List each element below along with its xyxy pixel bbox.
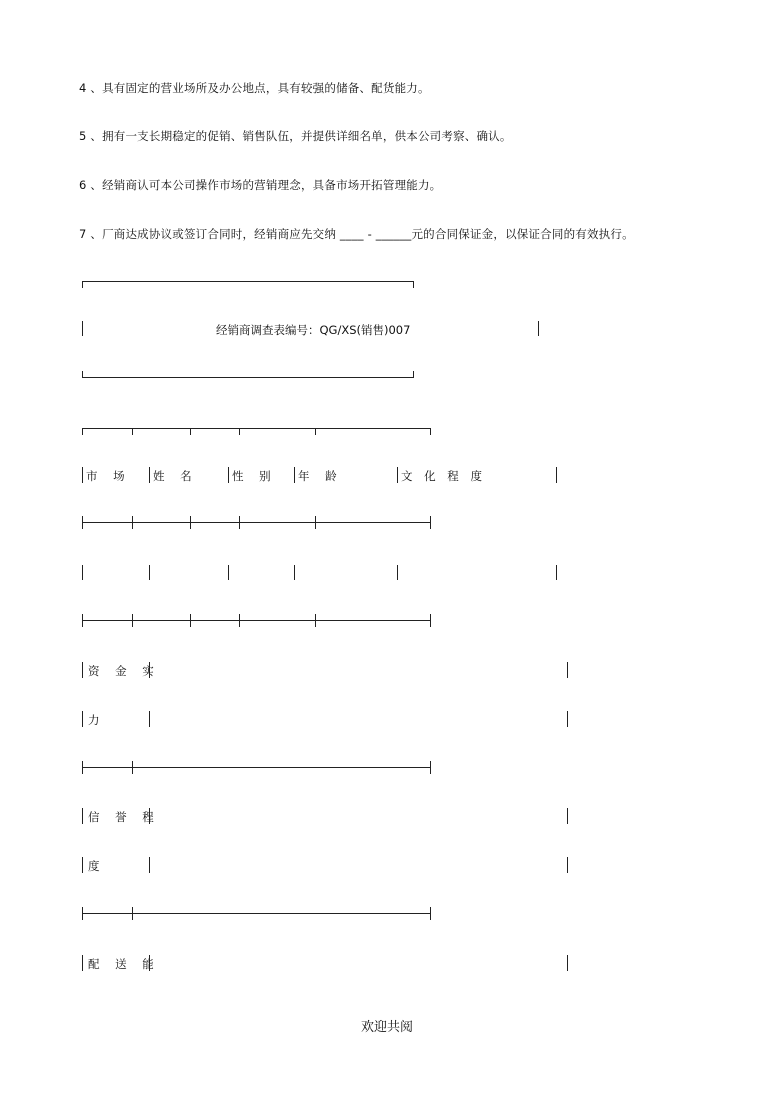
cell-divider xyxy=(228,467,229,483)
cell-divider xyxy=(149,711,150,727)
cell-divider xyxy=(294,467,295,483)
header-name: 姓 名 xyxy=(153,469,198,483)
table-tick xyxy=(132,516,133,529)
clause-5: 5 、拥有一支长期稳定的促销、销售队伍，并提供详细名单，供本公司考察、确认。 xyxy=(79,129,512,143)
cell-divider xyxy=(567,808,568,824)
table-tick xyxy=(239,516,240,529)
clause-7: 7 、厂商达成协议或签订合同时，经销商应先交纳 ____ - ______元的合同保证金，以保证合同的有效执行。 xyxy=(79,227,634,241)
table-tick xyxy=(190,516,191,529)
table-tick xyxy=(82,428,83,435)
table-tick xyxy=(239,428,240,435)
cell-divider xyxy=(556,565,557,580)
row-label-delivery-1: 配 送 能 xyxy=(88,957,160,971)
table-tick xyxy=(430,907,431,920)
table-tick xyxy=(430,614,431,627)
row-separator xyxy=(82,767,431,768)
table-top-border xyxy=(82,428,431,429)
row-label-capital-1: 资 金 实 xyxy=(88,664,160,678)
table-tick xyxy=(132,761,133,774)
clause-4: 4 、具有固定的营业场所及办公地点，具有较强的储备、配货能力。 xyxy=(79,81,430,95)
table-tick xyxy=(82,614,83,627)
cell-divider xyxy=(567,955,568,971)
page-footer: 欢迎共阅 xyxy=(360,1020,413,1035)
row-label-capital-2: 力 xyxy=(88,713,100,727)
cell-divider xyxy=(149,857,150,873)
cell-divider xyxy=(82,467,83,483)
cell-divider xyxy=(82,857,83,873)
title-box-left-border xyxy=(82,321,83,336)
row-separator xyxy=(82,913,431,914)
table-tick xyxy=(82,516,83,529)
cell-divider xyxy=(82,711,83,727)
table-tick xyxy=(132,428,133,435)
title-box-corner xyxy=(413,281,414,288)
cell-divider xyxy=(149,565,150,580)
header-age: 年 龄 xyxy=(298,469,343,483)
cell-divider xyxy=(294,565,295,580)
table-tick xyxy=(315,428,316,435)
title-box-corner xyxy=(82,281,83,288)
table-tick xyxy=(430,516,431,529)
cell-divider xyxy=(567,711,568,727)
table-tick xyxy=(315,516,316,529)
cell-divider xyxy=(149,662,150,678)
cell-divider xyxy=(149,467,150,483)
table-tick xyxy=(82,761,83,774)
cell-divider xyxy=(149,808,150,824)
table-tick xyxy=(239,614,240,627)
cell-divider xyxy=(556,467,557,483)
table-tick xyxy=(190,614,191,627)
cell-divider xyxy=(82,955,83,971)
header-education: 文 化 程 度 xyxy=(401,469,486,483)
table-tick xyxy=(132,907,133,920)
table-tick xyxy=(190,428,191,435)
title-box-right-border xyxy=(538,321,539,336)
cell-divider xyxy=(397,467,398,483)
title-box-top-border xyxy=(82,281,414,282)
row-label-credibility-1: 信 誉 程 xyxy=(88,810,160,824)
table-tick xyxy=(82,907,83,920)
cell-divider xyxy=(82,565,83,580)
clause-6: 6 、经销商认可本公司操作市场的营销理念，具备市场开拓管理能力。 xyxy=(79,178,442,192)
cell-divider xyxy=(567,857,568,873)
row-separator xyxy=(82,620,431,621)
cell-divider xyxy=(149,955,150,971)
table-tick xyxy=(132,614,133,627)
table-tick xyxy=(315,614,316,627)
form-title: 经销商调查表编号：QG/XS(销售)007 xyxy=(216,323,411,337)
cell-divider xyxy=(567,662,568,678)
row-label-credibility-2: 度 xyxy=(88,859,100,873)
cell-divider xyxy=(82,808,83,824)
title-box-bottom-border xyxy=(82,377,414,378)
table-tick xyxy=(430,428,431,435)
row-separator xyxy=(82,522,431,523)
cell-divider xyxy=(397,565,398,580)
table-tick xyxy=(430,761,431,774)
header-market: 市 场 xyxy=(86,469,131,483)
cell-divider xyxy=(82,662,83,678)
cell-divider xyxy=(228,565,229,580)
header-gender: 性 别 xyxy=(232,469,277,483)
